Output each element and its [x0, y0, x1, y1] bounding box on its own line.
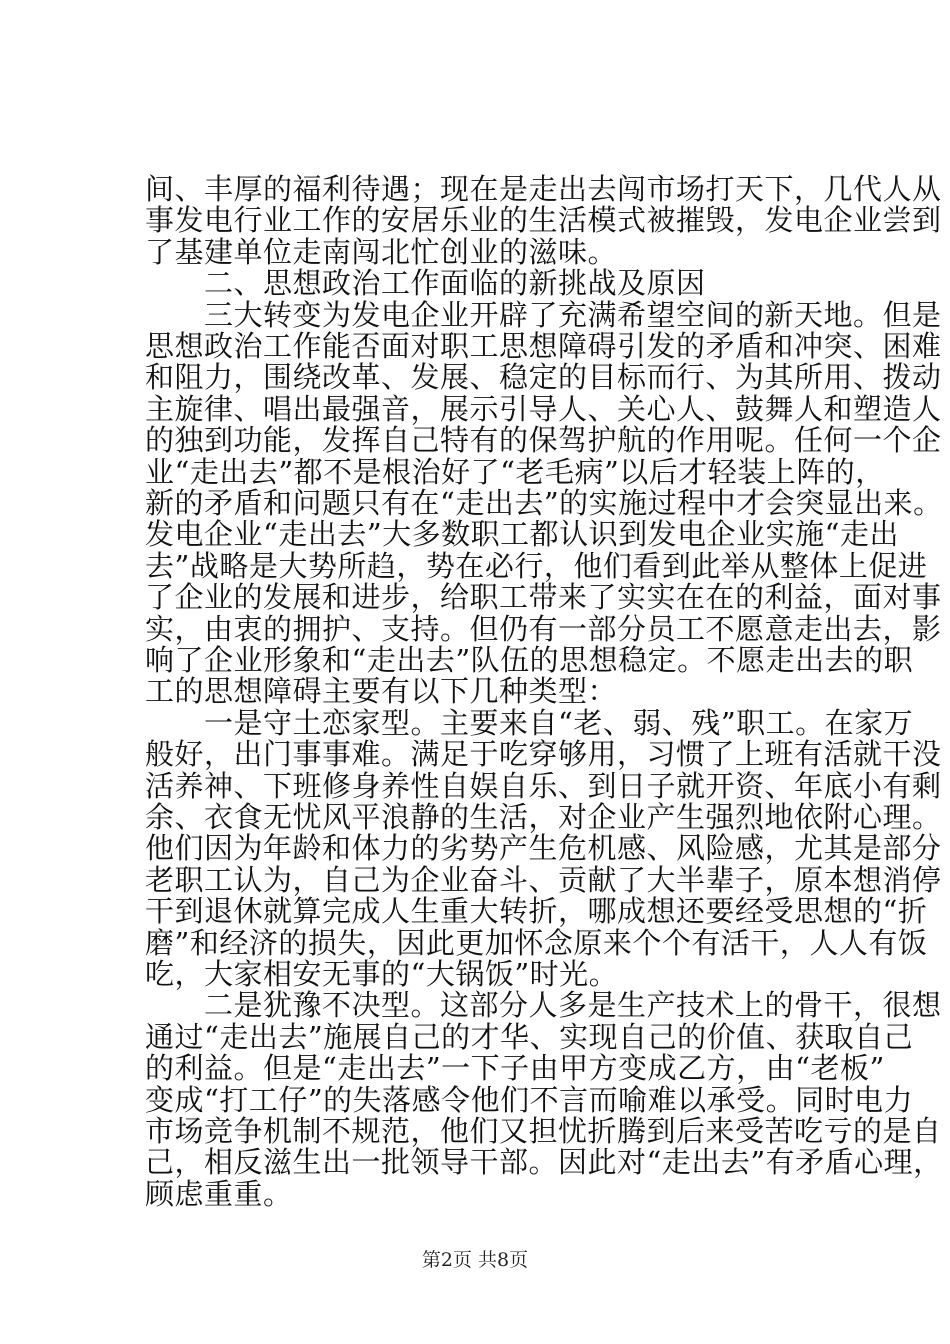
text-line: 了基建单位走南闯北忙创业的滋味。 — [145, 234, 618, 269]
text-line: 磨”和经济的损失，因此更加怀念原来个个有活干，人人有饭 — [145, 925, 928, 960]
text-line: 干到退休就算完成人生重大转折，哪成想还要经受思想的“折 — [145, 894, 928, 929]
text-line: 的利益。但是“走出去”一下子由甲方变成乙方，由“老板” — [145, 1051, 885, 1086]
text-line: 老职工认为，自己为企业奋斗、贡献了大半辈子，原本想消停 — [145, 862, 942, 897]
text-line: 变成“打工仔”的失落感令他们不言而喻难以承受。同时电力 — [145, 1082, 914, 1117]
text-line: 通过“走出去”施展自己的才华、实现自己的价值、获取自己 — [145, 1019, 914, 1054]
text-line: 一是守土恋家型。主要来自“老、弱、残”职工。在家万 — [145, 705, 914, 740]
section-heading: 二、思想政治工作面临的新挑战及原因 — [145, 266, 706, 301]
text-line: 余、衣食无忧风平浪静的生活，对企业产生强烈地依附心理。 — [145, 800, 942, 834]
text-line: 二是犹豫不决型。这部分人多是生产技术上的骨干，很想 — [145, 988, 942, 1023]
text-line: 三大转变为发电企业开辟了充满希望空间的新天地。但是 — [145, 297, 942, 332]
text-line: 活养神、下班修身养性自娱自乐、到日子就开资、年底小有剩 — [145, 768, 942, 803]
text-line: 响了企业形象和“走出去”队伍的思想稳定。不愿走出去的职 — [145, 643, 914, 677]
text-line: 顾虑重重。 — [145, 1176, 293, 1211]
text-line: 般好，出门事事难。满足于吃穿够用，习惯了上班有活就干没 — [145, 737, 942, 772]
text-line: 主旋律、唱出最强音，展示引导人、关心人、鼓舞人和塑造人 — [145, 391, 942, 426]
text-line: 新的矛盾和问题只有在“走出去”的实施过程中才会突显出来。 — [145, 486, 943, 520]
text-line: 他们因为年龄和体力的劣势产生危机感、风险感，尤其是部分 — [145, 831, 942, 866]
text-line: 己，相反滋生出一批领导干部。因此对“走出去”有矛盾心理， — [145, 1145, 943, 1180]
text-line: 去”战略是大势所趋，势在必行，他们看到此举从整体上促进 — [145, 548, 928, 583]
text-line: 的独到功能，发挥自己特有的保驾护航的作用呢。任何一个企 — [145, 423, 942, 458]
text-line: 了企业的发展和进步，给职工带来了实实在在的利益，面对事 — [145, 580, 942, 615]
text-line: 业“走出去”都不是根治好了“老毛病”以后才轻装上阵的， — [145, 454, 885, 489]
text-line: 和阻力，围绕改革、发展、稳定的目标而行、为其所用、拨动 — [145, 360, 942, 395]
text-line: 间、丰厚的福利待遇；现在是走出去闯市场打天下，几代人从 — [145, 172, 942, 206]
text-line: 思想政治工作能否面对职工思想障碍引发的矛盾和冲突、困难 — [145, 329, 942, 363]
text-line: 吃，大家相安无事的“大锅饭”时光。 — [145, 957, 619, 991]
page-indicator: 第2页 共8页 — [421, 1249, 529, 1271]
text-line: 工的思想障碍主要有以下几种类型： — [145, 674, 618, 709]
text-line: 事发电行业工作的安居乐业的生活模式被摧毁，发电企业尝到 — [145, 203, 942, 238]
text-line: 市场竞争机制不规范，他们又担忧折腾到后来受苦吃亏的是自 — [145, 1114, 942, 1148]
text-line: 发电企业“走出去”大多数职工都认识到发电企业实施“走出 — [145, 517, 899, 552]
text-line: 实，由衷的拥护、支持。但仍有一部分员工不愿意走出去，影 — [145, 611, 942, 646]
